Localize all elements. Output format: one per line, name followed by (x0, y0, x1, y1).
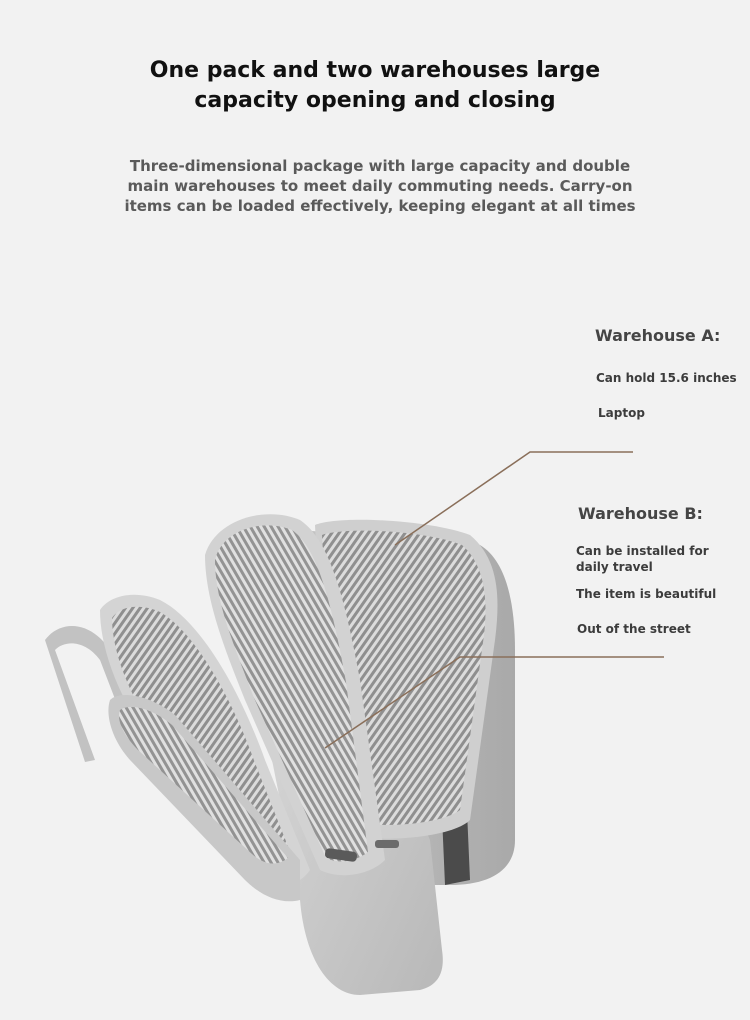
warehouse-b-text-3: The item is beautiful (576, 587, 717, 601)
description-line-1: Three-dimensional package with large capacity and double (129, 157, 631, 175)
warehouse-a-text-1: Can hold 15.6 inches (596, 371, 737, 385)
headline-line-1: One pack and two warehouses large (149, 58, 601, 83)
zipper-pull (375, 840, 399, 848)
headline-line-2: capacity opening and closing (194, 88, 556, 113)
warehouse-b-title: Warehouse B: (578, 504, 703, 523)
warehouse-a-text-2: Laptop (598, 406, 645, 420)
warehouse-b-text-1: Can be installed for (576, 544, 709, 558)
headline (0, 56, 750, 116)
warehouse-b-text-4: Out of the street (577, 622, 691, 636)
warehouse-b-text-2: daily travel (576, 560, 653, 574)
warehouse-a-title: Warehouse A: (595, 326, 721, 345)
description (0, 156, 750, 216)
description-line-3: items can be loaded effectively, keeping elegant at all times (124, 197, 636, 215)
description-line-2: main warehouses to meet daily commuting needs. Carry-on (127, 177, 633, 195)
